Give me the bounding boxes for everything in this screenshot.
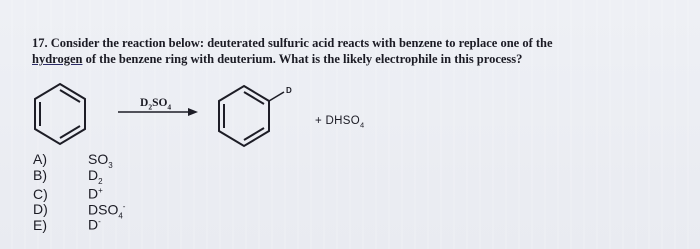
answer-choices — [33, 151, 126, 233]
question-number: 17. — [32, 36, 48, 50]
reagent-d: D — [140, 97, 149, 109]
reagent-sub-2: 2 — [148, 102, 153, 112]
byproduct-sub: 4 — [359, 120, 365, 130]
choice-text: $D_2$ — [88, 166, 103, 186]
question-line-2-text: of the benzene ring with deuterium. What is the likely electrophile in this process? — [85, 52, 523, 66]
choice-letter: C) — [33, 185, 48, 202]
reaction-arrow — [118, 106, 198, 118]
choice-text: $DSO_4^-$ — [88, 201, 126, 220]
choice-letter: D) — [33, 201, 48, 218]
reagent-so: SO — [152, 97, 168, 109]
question-line-1-text: Consider the reaction below: deuterated sulfuric acid reacts with benzene to replace one of the — [50, 36, 553, 50]
question-line-1 — [32, 35, 682, 51]
question-line-2 — [32, 51, 682, 67]
choice-text: $SO_3$ — [88, 151, 113, 170]
byproduct-label — [315, 115, 364, 129]
underlined-word: hydrogen — [32, 52, 83, 66]
choice-letter: A) — [33, 151, 47, 167]
choice-text: D- — [88, 216, 101, 233]
choice-letter: E) — [33, 216, 47, 233]
deuterium-label: D — [286, 86, 292, 95]
choice-a[interactable] — [33, 152, 125, 168]
reagent-sub-4: 4 — [167, 102, 172, 112]
benzene-reactant — [30, 80, 90, 148]
choice-c[interactable] — [33, 183, 125, 202]
deuterobenzene-product — [214, 82, 294, 150]
question-text — [32, 35, 682, 67]
byproduct-text: + DHSO — [315, 115, 360, 127]
choice-text: D+ — [88, 185, 103, 202]
choice-letter: B) — [33, 166, 47, 183]
